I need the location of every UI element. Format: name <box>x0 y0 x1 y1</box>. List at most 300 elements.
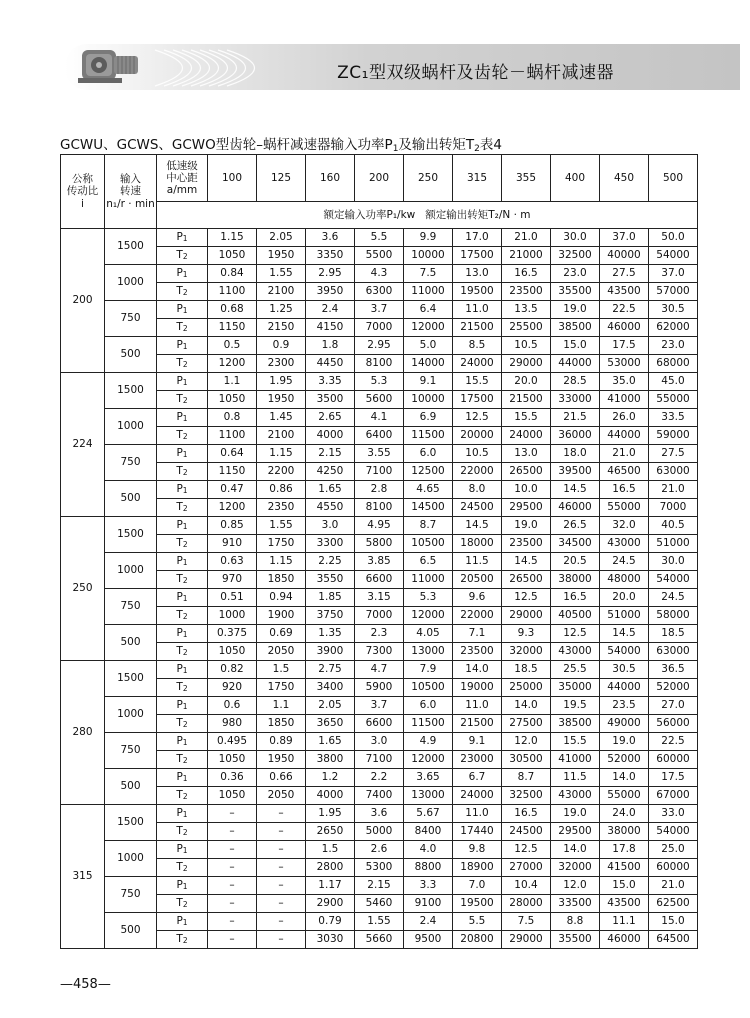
power-value-cell: 24.5 <box>600 553 649 571</box>
power-value-cell: 17.5 <box>649 769 698 787</box>
table-row <box>61 355 698 373</box>
speed-cell: 750 <box>105 301 157 337</box>
symbol-power: $P_1$ <box>157 445 208 463</box>
torque-value-cell: 27500 <box>502 715 551 733</box>
power-value-cell: 12.5 <box>502 841 551 859</box>
torque-value-cell: 56000 <box>649 715 698 733</box>
torque-value-cell: 2100 <box>257 427 306 445</box>
power-value-cell: 13.5 <box>502 301 551 319</box>
table-row <box>61 499 698 517</box>
torque-value-cell: 1950 <box>257 247 306 265</box>
torque-value-cell: 2100 <box>257 283 306 301</box>
power-value-cell: 4.9 <box>404 733 453 751</box>
header-center-value: 160 <box>306 155 355 202</box>
torque-value-cell: 29500 <box>502 499 551 517</box>
symbol-torque: $T_2$ <box>157 787 208 805</box>
symbol-torque: $T_2$ <box>157 463 208 481</box>
speed-cell: 1500 <box>105 517 157 553</box>
power-value-cell: 0.85 <box>208 517 257 535</box>
torque-value-cell: 54000 <box>649 823 698 841</box>
power-value-cell: 15.5 <box>551 733 600 751</box>
power-value-cell: 0.79 <box>306 913 355 931</box>
power-value-cell: 2.2 <box>355 769 404 787</box>
torque-value-cell: 35500 <box>551 931 600 949</box>
power-value-cell: 25.0 <box>649 841 698 859</box>
torque-value-cell: 43000 <box>551 787 600 805</box>
symbol-torque: $T_2$ <box>157 571 208 589</box>
power-value-cell: 50.0 <box>649 229 698 247</box>
symbol-power: $P_1$ <box>157 805 208 823</box>
power-value-cell: – <box>208 805 257 823</box>
torque-value-cell: 2050 <box>257 643 306 661</box>
table-row <box>61 373 698 391</box>
table-row <box>61 715 698 733</box>
header-center-distance: 低速级 中心距 a/mm <box>157 155 208 202</box>
speed-cell: 750 <box>105 589 157 625</box>
power-value-cell: 4.95 <box>355 517 404 535</box>
power-value-cell: 4.1 <box>355 409 404 427</box>
torque-value-cell: 33500 <box>551 895 600 913</box>
torque-value-cell: 12500 <box>404 463 453 481</box>
symbol-power: $P_1$ <box>157 265 208 283</box>
power-value-cell: 17.8 <box>600 841 649 859</box>
torque-value-cell: 24000 <box>453 787 502 805</box>
power-value-cell: 19.0 <box>551 805 600 823</box>
table-row <box>61 697 698 715</box>
power-value-cell: 23.0 <box>649 337 698 355</box>
power-value-cell: 21.5 <box>551 409 600 427</box>
power-value-cell: 2.95 <box>306 265 355 283</box>
power-value-cell: 2.75 <box>306 661 355 679</box>
symbol-torque: $T_2$ <box>157 607 208 625</box>
table-row <box>61 517 698 535</box>
torque-value-cell: 43500 <box>600 895 649 913</box>
torque-value-cell: 7000 <box>355 607 404 625</box>
table-row <box>61 643 698 661</box>
power-value-cell: 2.15 <box>306 445 355 463</box>
speed-cell: 750 <box>105 877 157 913</box>
symbol-power: $P_1$ <box>157 913 208 931</box>
header-center-value: 200 <box>355 155 404 202</box>
power-value-cell: 9.6 <box>453 589 502 607</box>
torque-value-cell: 32000 <box>551 859 600 877</box>
power-value-cell: 33.0 <box>649 805 698 823</box>
power-value-cell: 17.5 <box>600 337 649 355</box>
power-value-cell: 23.0 <box>551 265 600 283</box>
torque-value-cell: 8400 <box>404 823 453 841</box>
table-row <box>61 319 698 337</box>
symbol-torque: $T_2$ <box>157 859 208 877</box>
power-value-cell: 6.7 <box>453 769 502 787</box>
symbol-power: $P_1$ <box>157 229 208 247</box>
power-value-cell: – <box>208 877 257 895</box>
speed-cell: 1000 <box>105 265 157 301</box>
torque-value-cell: 60000 <box>649 751 698 769</box>
power-value-cell: – <box>257 877 306 895</box>
torque-value-cell: 38000 <box>600 823 649 841</box>
torque-value-cell: 1050 <box>208 643 257 661</box>
power-value-cell: 0.6 <box>208 697 257 715</box>
torque-value-cell: 46000 <box>600 931 649 949</box>
torque-value-cell: 21500 <box>453 715 502 733</box>
speed-cell: 500 <box>105 769 157 805</box>
power-value-cell: 15.5 <box>453 373 502 391</box>
power-value-cell: 30.0 <box>551 229 600 247</box>
power-value-cell: 16.5 <box>502 265 551 283</box>
power-value-cell: 2.05 <box>257 229 306 247</box>
power-value-cell: 19.5 <box>551 697 600 715</box>
power-value-cell: 0.94 <box>257 589 306 607</box>
torque-value-cell: 970 <box>208 571 257 589</box>
torque-value-cell: 62000 <box>649 319 698 337</box>
torque-value-cell: 920 <box>208 679 257 697</box>
power-value-cell: 10.5 <box>502 337 551 355</box>
power-value-cell: 8.0 <box>453 481 502 499</box>
power-value-cell: 2.4 <box>404 913 453 931</box>
symbol-torque: $T_2$ <box>157 283 208 301</box>
power-value-cell: – <box>208 913 257 931</box>
power-value-cell: 37.0 <box>600 229 649 247</box>
power-value-cell: 45.0 <box>649 373 698 391</box>
power-value-cell: 1.95 <box>257 373 306 391</box>
power-value-cell: 1.15 <box>208 229 257 247</box>
torque-value-cell: 1050 <box>208 247 257 265</box>
torque-value-cell: 3950 <box>306 283 355 301</box>
speed-cell: 1500 <box>105 805 157 841</box>
power-value-cell: 9.1 <box>404 373 453 391</box>
power-value-cell: 6.0 <box>404 697 453 715</box>
table-row <box>61 553 698 571</box>
power-value-cell: 0.89 <box>257 733 306 751</box>
torque-value-cell: 9500 <box>404 931 453 949</box>
torque-value-cell: 46000 <box>551 499 600 517</box>
table-row <box>61 877 698 895</box>
power-value-cell: 23.5 <box>600 697 649 715</box>
torque-value-cell: 24000 <box>502 427 551 445</box>
power-value-cell: 1.95 <box>306 805 355 823</box>
torque-value-cell: 52000 <box>600 751 649 769</box>
torque-value-cell: 51000 <box>600 607 649 625</box>
torque-value-cell: 5500 <box>355 247 404 265</box>
torque-value-cell: 7100 <box>355 463 404 481</box>
torque-value-cell: 1200 <box>208 355 257 373</box>
torque-value-cell: 13000 <box>404 643 453 661</box>
power-value-cell: 0.495 <box>208 733 257 751</box>
power-value-cell: 21.0 <box>502 229 551 247</box>
torque-value-cell: 41500 <box>600 859 649 877</box>
torque-value-cell: 55000 <box>649 391 698 409</box>
header-center-value: 100 <box>208 155 257 202</box>
torque-value-cell: 1000 <box>208 607 257 625</box>
power-value-cell: 2.65 <box>306 409 355 427</box>
torque-value-cell: 4550 <box>306 499 355 517</box>
torque-value-cell: – <box>257 859 306 877</box>
torque-value-cell: 36000 <box>551 427 600 445</box>
power-value-cell: 1.25 <box>257 301 306 319</box>
power-value-cell: 1.15 <box>257 553 306 571</box>
speed-cell: 500 <box>105 337 157 373</box>
torque-value-cell: 11500 <box>404 715 453 733</box>
power-value-cell: 36.5 <box>649 661 698 679</box>
torque-value-cell: 21000 <box>502 247 551 265</box>
torque-value-cell: 17440 <box>453 823 502 841</box>
power-value-cell: 20.0 <box>502 373 551 391</box>
table-row <box>61 751 698 769</box>
torque-value-cell: 6400 <box>355 427 404 445</box>
power-value-cell: 11.1 <box>600 913 649 931</box>
torque-value-cell: 1050 <box>208 391 257 409</box>
torque-value-cell: 3650 <box>306 715 355 733</box>
table-row <box>61 301 698 319</box>
speed-cell: 750 <box>105 733 157 769</box>
speed-cell: 1000 <box>105 409 157 445</box>
torque-value-cell: 9100 <box>404 895 453 913</box>
power-value-cell: 1.17 <box>306 877 355 895</box>
torque-value-cell: 10000 <box>404 247 453 265</box>
torque-value-cell: 25500 <box>502 319 551 337</box>
torque-value-cell: 2200 <box>257 463 306 481</box>
symbol-torque: $T_2$ <box>157 679 208 697</box>
table-row <box>61 931 698 949</box>
symbol-power: $P_1$ <box>157 625 208 643</box>
torque-value-cell: 4450 <box>306 355 355 373</box>
power-value-cell: 0.8 <box>208 409 257 427</box>
power-value-cell: 0.69 <box>257 625 306 643</box>
torque-value-cell: 32500 <box>551 247 600 265</box>
torque-value-cell: 20500 <box>453 571 502 589</box>
power-value-cell: 0.51 <box>208 589 257 607</box>
power-value-cell: 18.0 <box>551 445 600 463</box>
torque-value-cell: 54000 <box>600 643 649 661</box>
power-value-cell: 7.5 <box>502 913 551 931</box>
symbol-torque: $T_2$ <box>157 355 208 373</box>
torque-value-cell: 2050 <box>257 787 306 805</box>
torque-value-cell: 4000 <box>306 427 355 445</box>
power-value-cell: 37.0 <box>649 265 698 283</box>
power-value-cell: 3.0 <box>306 517 355 535</box>
header-center-value: 400 <box>551 155 600 202</box>
power-value-cell: 9.1 <box>453 733 502 751</box>
torque-value-cell: 13000 <box>404 787 453 805</box>
torque-value-cell: 19500 <box>453 283 502 301</box>
power-value-cell: 9.8 <box>453 841 502 859</box>
power-value-cell: 0.64 <box>208 445 257 463</box>
power-value-cell: 14.5 <box>600 625 649 643</box>
torque-value-cell: 14000 <box>404 355 453 373</box>
torque-value-cell: 12000 <box>404 751 453 769</box>
ratio-cell: 280 <box>61 661 105 805</box>
power-value-cell: 0.86 <box>257 481 306 499</box>
torque-value-cell: 49000 <box>600 715 649 733</box>
power-value-cell: 5.3 <box>404 589 453 607</box>
torque-value-cell: 2800 <box>306 859 355 877</box>
torque-value-cell: 63000 <box>649 463 698 481</box>
power-value-cell: 15.0 <box>600 877 649 895</box>
torque-value-cell: 27000 <box>502 859 551 877</box>
torque-value-cell: 1150 <box>208 463 257 481</box>
torque-value-cell: 5600 <box>355 391 404 409</box>
power-value-cell: 0.5 <box>208 337 257 355</box>
power-value-cell: 4.05 <box>404 625 453 643</box>
power-value-cell: 24.0 <box>600 805 649 823</box>
power-value-cell: 1.45 <box>257 409 306 427</box>
power-value-cell: 1.65 <box>306 733 355 751</box>
torque-value-cell: 12000 <box>404 607 453 625</box>
torque-value-cell: 11500 <box>404 427 453 445</box>
torque-value-cell: 35500 <box>551 283 600 301</box>
power-value-cell: 21.0 <box>649 481 698 499</box>
torque-value-cell: 53000 <box>600 355 649 373</box>
torque-value-cell: 23500 <box>453 643 502 661</box>
table-row <box>61 337 698 355</box>
power-value-cell: 12.5 <box>551 625 600 643</box>
torque-value-cell: 24000 <box>453 355 502 373</box>
torque-value-cell: 21500 <box>502 391 551 409</box>
torque-value-cell: 1100 <box>208 283 257 301</box>
power-value-cell: 12.5 <box>502 589 551 607</box>
power-value-cell: 16.5 <box>551 589 600 607</box>
torque-value-cell: 30500 <box>502 751 551 769</box>
torque-value-cell: 1950 <box>257 391 306 409</box>
table-row <box>61 823 698 841</box>
torque-value-cell: 1850 <box>257 715 306 733</box>
header-nominal-ratio: 公称 传动比 i <box>61 155 105 229</box>
power-value-cell: 0.63 <box>208 553 257 571</box>
torque-value-cell: 60000 <box>649 859 698 877</box>
torque-value-cell: 6600 <box>355 571 404 589</box>
table-row <box>61 391 698 409</box>
power-value-cell: 0.36 <box>208 769 257 787</box>
power-value-cell: 12.5 <box>453 409 502 427</box>
table-row <box>61 913 698 931</box>
power-value-cell: – <box>257 841 306 859</box>
power-value-cell: 4.0 <box>404 841 453 859</box>
power-value-cell: 1.5 <box>257 661 306 679</box>
power-value-cell: 5.67 <box>404 805 453 823</box>
symbol-torque: $T_2$ <box>157 643 208 661</box>
torque-value-cell: 67000 <box>649 787 698 805</box>
torque-value-cell: – <box>208 823 257 841</box>
symbol-power: $P_1$ <box>157 769 208 787</box>
power-value-cell: 3.15 <box>355 589 404 607</box>
torque-value-cell: 63000 <box>649 643 698 661</box>
torque-value-cell: 62500 <box>649 895 698 913</box>
torque-value-cell: 29000 <box>502 355 551 373</box>
torque-value-cell: 19000 <box>453 679 502 697</box>
table-row <box>61 571 698 589</box>
torque-value-cell: 28000 <box>502 895 551 913</box>
power-value-cell: 13.0 <box>453 265 502 283</box>
power-value-cell: 0.66 <box>257 769 306 787</box>
header-center-value: 450 <box>600 155 649 202</box>
power-value-cell: 1.1 <box>257 697 306 715</box>
torque-value-cell: 1200 <box>208 499 257 517</box>
power-torque-table <box>60 154 698 949</box>
header-center-value: 315 <box>453 155 502 202</box>
torque-value-cell: 5900 <box>355 679 404 697</box>
torque-value-cell: 11000 <box>404 283 453 301</box>
table-row <box>61 463 698 481</box>
torque-value-cell: 4150 <box>306 319 355 337</box>
power-value-cell: 5.5 <box>355 229 404 247</box>
power-value-cell: 30.5 <box>600 661 649 679</box>
power-value-cell: 12.0 <box>502 733 551 751</box>
page-number: —458— <box>60 977 111 992</box>
symbol-torque: $T_2$ <box>157 427 208 445</box>
torque-value-cell: 23000 <box>453 751 502 769</box>
table-row <box>61 247 698 265</box>
power-value-cell: 1.55 <box>355 913 404 931</box>
torque-value-cell: 8100 <box>355 355 404 373</box>
torque-value-cell: 18000 <box>453 535 502 553</box>
torque-value-cell: 33000 <box>551 391 600 409</box>
torque-value-cell: – <box>208 859 257 877</box>
symbol-power: $P_1$ <box>157 841 208 859</box>
torque-value-cell: 1150 <box>208 319 257 337</box>
power-value-cell: 1.85 <box>306 589 355 607</box>
power-value-cell: 0.84 <box>208 265 257 283</box>
power-value-cell: 18.5 <box>649 625 698 643</box>
symbol-power: $P_1$ <box>157 337 208 355</box>
torque-value-cell: 21500 <box>453 319 502 337</box>
power-value-cell: 1.55 <box>257 517 306 535</box>
power-value-cell: 2.8 <box>355 481 404 499</box>
torque-value-cell: 4000 <box>306 787 355 805</box>
torque-value-cell: 1950 <box>257 751 306 769</box>
torque-value-cell: 3800 <box>306 751 355 769</box>
torque-value-cell: 5300 <box>355 859 404 877</box>
power-value-cell: 18.5 <box>502 661 551 679</box>
torque-value-cell: 54000 <box>649 247 698 265</box>
symbol-power: $P_1$ <box>157 481 208 499</box>
power-value-cell: 3.7 <box>355 697 404 715</box>
power-value-cell: 12.0 <box>551 877 600 895</box>
torque-value-cell: 43000 <box>551 643 600 661</box>
power-value-cell: 4.65 <box>404 481 453 499</box>
torque-value-cell: 23500 <box>502 283 551 301</box>
speed-cell: 1000 <box>105 553 157 589</box>
power-value-cell: 15.0 <box>649 913 698 931</box>
table-row <box>61 859 698 877</box>
symbol-power: $P_1$ <box>157 877 208 895</box>
torque-value-cell: – <box>257 823 306 841</box>
torque-value-cell: 44000 <box>600 679 649 697</box>
symbol-power: $P_1$ <box>157 517 208 535</box>
power-value-cell: 6.9 <box>404 409 453 427</box>
symbol-power: $P_1$ <box>157 553 208 571</box>
power-value-cell: 19.0 <box>600 733 649 751</box>
torque-value-cell: 22000 <box>453 607 502 625</box>
torque-value-cell: 44000 <box>600 427 649 445</box>
power-value-cell: 27.0 <box>649 697 698 715</box>
torque-value-cell: 6300 <box>355 283 404 301</box>
power-value-cell: 6.5 <box>404 553 453 571</box>
symbol-power: $P_1$ <box>157 733 208 751</box>
torque-value-cell: 2300 <box>257 355 306 373</box>
torque-value-cell: 1100 <box>208 427 257 445</box>
torque-value-cell: 1750 <box>257 535 306 553</box>
torque-value-cell: 17500 <box>453 391 502 409</box>
power-value-cell: 8.7 <box>502 769 551 787</box>
ratio-cell: 200 <box>61 229 105 373</box>
speed-cell: 1000 <box>105 841 157 877</box>
power-value-cell: 11.0 <box>453 301 502 319</box>
power-value-cell: 11.0 <box>453 805 502 823</box>
power-value-cell: 26.0 <box>600 409 649 427</box>
power-value-cell: 15.0 <box>551 337 600 355</box>
torque-value-cell: 40000 <box>600 247 649 265</box>
header-center-value: 250 <box>404 155 453 202</box>
